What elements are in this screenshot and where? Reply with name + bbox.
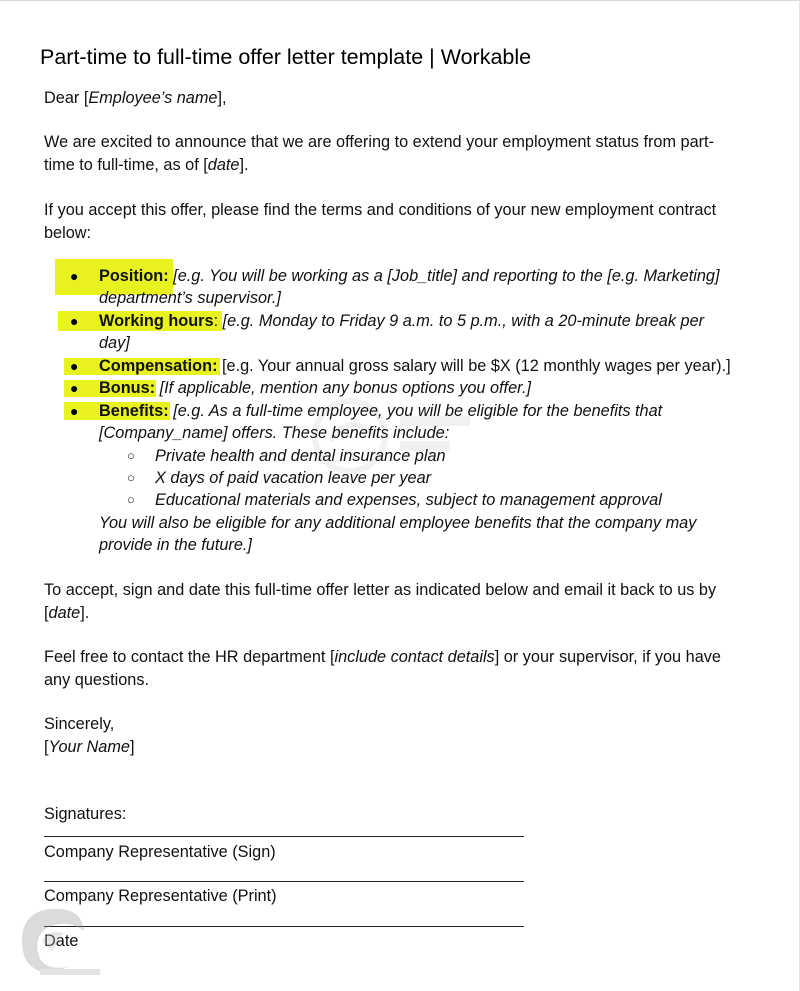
benefits-text-line-2: [Company_name] offers. These benefits include: bbox=[99, 424, 450, 442]
bullet-icon: ● bbox=[70, 268, 79, 284]
contact-line-1 bbox=[44, 646, 764, 669]
signature-line-print bbox=[44, 881, 524, 882]
contact-line-1-prefix: Feel free to contact the HR department [ bbox=[44, 648, 335, 666]
bullet-icon: ● bbox=[70, 313, 79, 329]
compensation-text: [e.g. Your annual gross salary will be $X (12 monthly wages per year).] bbox=[217, 357, 731, 375]
accept-paragraph bbox=[44, 579, 764, 624]
accept-line-1: To accept, sign and date this full-time offer letter as indicated below and email it back to us by bbox=[44, 581, 717, 599]
corner-watermark-icon bbox=[12, 901, 112, 981]
working-hours-text-line-1: [e.g. Monday to Friday 9 a.m. to 5 p.m., with a 20-minute break per bbox=[218, 312, 705, 330]
date-placeholder: date bbox=[207, 155, 240, 174]
intro-paragraph bbox=[44, 131, 764, 176]
compensation-label: Compensation: bbox=[99, 357, 218, 375]
intro-line-2 bbox=[44, 154, 764, 177]
intro-line-2-suffix: ]. bbox=[239, 155, 249, 174]
position-text-line-1: [e.g. You will be working as a [Job_title] and reporting to the [e.g. Marketing] bbox=[168, 267, 720, 285]
watermark-logo-icon bbox=[300, 381, 500, 531]
terms-intro-line-1: If you accept this offer, please find the terms and conditions of your new employment contract bbox=[44, 201, 717, 219]
position-text-line-2: department’s supervisor.] bbox=[99, 289, 281, 307]
accept-date-placeholder: date bbox=[48, 603, 81, 622]
intro-line-1: We are excited to announce that we are offering to extend your employment status from part- bbox=[44, 133, 715, 151]
contact-details-placeholder: include contact details bbox=[334, 648, 495, 666]
your-name-line bbox=[44, 736, 764, 759]
signature-line-date bbox=[44, 926, 524, 927]
accept-line-2 bbox=[44, 602, 764, 625]
contact-paragraph bbox=[44, 646, 764, 691]
greeting bbox=[44, 87, 764, 110]
signatures-heading: Signatures: bbox=[44, 805, 127, 823]
employee-name-placeholder: Employee’s name bbox=[88, 89, 218, 107]
sign-label: Company Representative (Sign) bbox=[44, 843, 276, 861]
benefits-closing-line-2: provide in the future.] bbox=[99, 536, 252, 554]
greeting-suffix: ], bbox=[217, 89, 227, 107]
print-label: Company Representative (Print) bbox=[44, 887, 277, 905]
bullet-icon: ● bbox=[70, 380, 79, 396]
greeting-prefix: Dear [ bbox=[44, 89, 89, 107]
bullet-icon: ● bbox=[70, 403, 79, 419]
benefit-sub-item-text: Educational materials and expenses, subject to management approval bbox=[155, 491, 662, 509]
benefits-text-line-1: [e.g. As a full-time employee, you will be eligible for the benefits that bbox=[168, 402, 663, 420]
accept-line-2-suffix: ]. bbox=[80, 603, 90, 622]
working-hours-label: Working hours bbox=[99, 312, 214, 330]
bonus-text: [If applicable, mention any bonus options you offer.] bbox=[155, 379, 531, 397]
sincerely-text: Sincerely, bbox=[44, 715, 115, 733]
benefits-label: Benefits: bbox=[99, 402, 169, 420]
contact-line-1-suffix: ] or your supervisor, if you have bbox=[494, 648, 721, 666]
terms-intro-paragraph bbox=[44, 199, 764, 244]
bonus-label: Bonus: bbox=[99, 379, 156, 397]
bullet-icon: ● bbox=[70, 358, 79, 374]
contact-line-2: any questions. bbox=[44, 670, 149, 689]
accept-line-2-prefix: [ bbox=[44, 603, 49, 622]
closing-block bbox=[44, 713, 764, 758]
page-title: Part-time to full-time offer letter template | Workable bbox=[40, 45, 532, 69]
your-name-prefix: [ bbox=[44, 737, 49, 756]
benefit-sub-item-text: Private health and dental insurance plan bbox=[155, 447, 446, 465]
circle-bullet-icon: ○ bbox=[127, 448, 135, 463]
circle-bullet-icon: ○ bbox=[127, 492, 135, 507]
your-name-suffix: ] bbox=[129, 737, 135, 756]
circle-bullet-icon: ○ bbox=[127, 470, 135, 485]
position-label: Position: bbox=[99, 267, 169, 285]
working-hours-colon: : bbox=[213, 312, 219, 330]
terms-intro-line-2: below: bbox=[44, 223, 92, 242]
signature-line-sign bbox=[44, 836, 524, 837]
working-hours-text-line-2: day] bbox=[99, 334, 130, 352]
date-label: Date bbox=[44, 932, 79, 950]
intro-line-2-prefix: time to full-time, as of [ bbox=[44, 155, 208, 174]
benefits-closing-line-1: You will also be eligible for any additional employee benefits that the company may bbox=[99, 514, 697, 532]
your-name-placeholder: Your Name bbox=[48, 737, 130, 756]
benefit-sub-item-text: X days of paid vacation leave per year bbox=[155, 469, 432, 487]
